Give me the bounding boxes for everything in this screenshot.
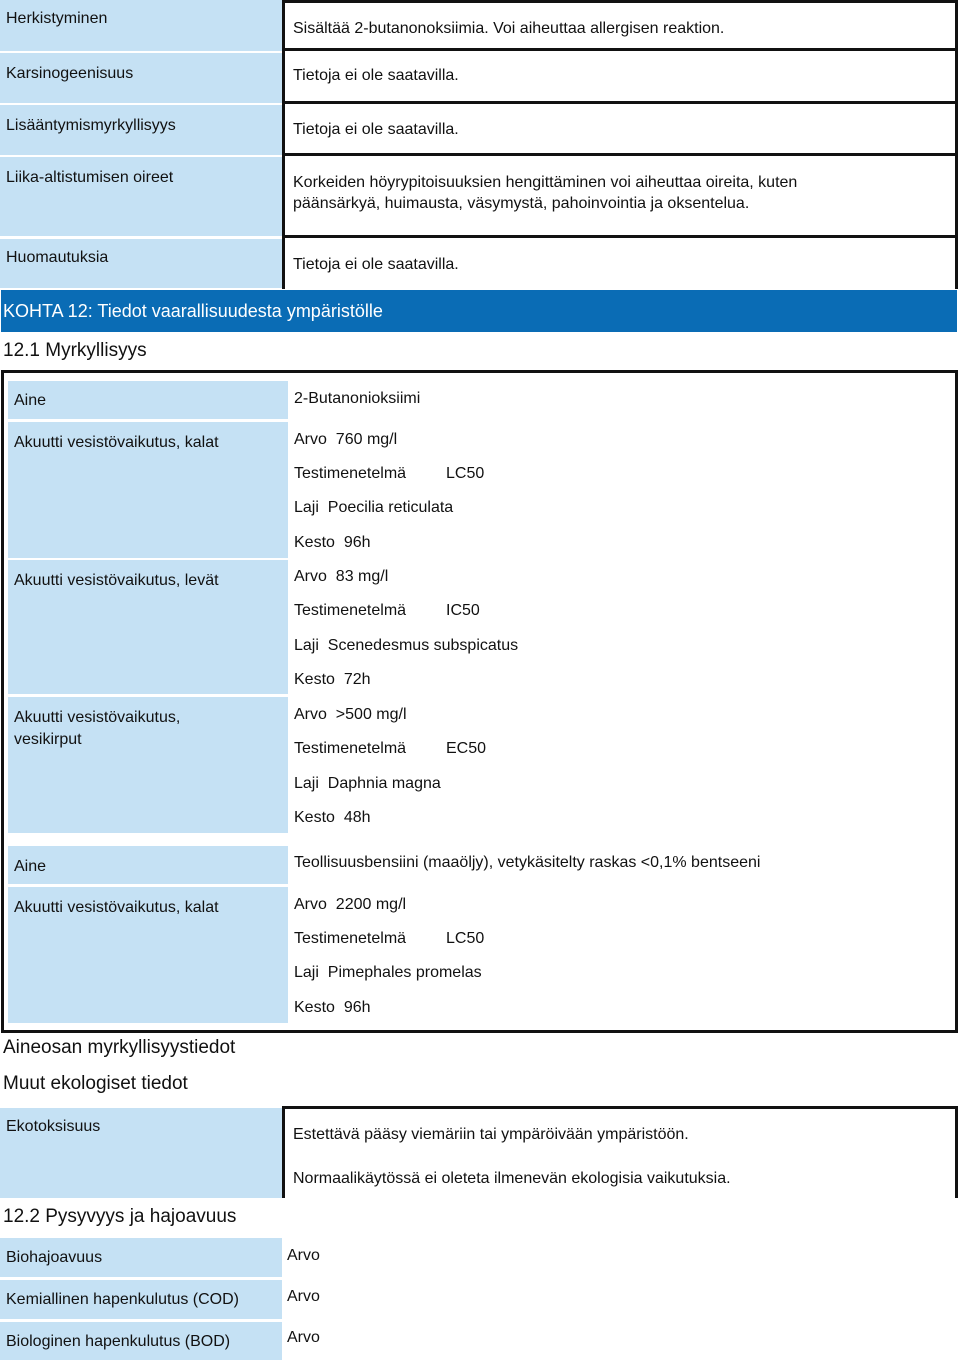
- arvo-value: >500 mg/l: [335, 706, 407, 723]
- biohajoavuus-value: Arvo: [287, 1247, 320, 1264]
- testimenetelma-key: Testimenetelmä: [294, 740, 407, 757]
- ekotoksisuus-value-box: [282, 1106, 958, 1198]
- testimenetelma-key: Testimenetelmä: [294, 602, 407, 619]
- effect-1-3-method-row: [294, 739, 486, 759]
- kesto-value: 48h: [343, 809, 371, 826]
- row-label-lisaantymismyrkyllisyys: Lisääntymismyrkyllisyys: [0, 105, 282, 155]
- row-value-liika-altistumisen-oireet: Korkeiden höyrypitoisuuksien hengittäminen voi aiheuttaa oireita, kuten päänsärkyä, huimausta, väsymystä, pahoinvointia ja oksentelua.: [293, 174, 798, 212]
- row-value-herkistyminen: Sisältää 2-butanonoksiimia. Voi aiheuttaa allergisen reaktion.: [293, 20, 725, 37]
- kesto-value: 96h: [343, 999, 371, 1016]
- effect-1-2-arvo-row: [294, 567, 388, 587]
- arvo-key: Arvo: [294, 706, 327, 723]
- laji-key: Laji: [294, 964, 319, 981]
- effect-1-3-arvo-row: [294, 705, 407, 725]
- ekotoksisuus-line-1: Estettävä pääsy viemäriin tai ympäröivään ympäristöön.: [293, 1126, 689, 1143]
- kesto-key: Kesto: [294, 999, 335, 1016]
- arvo-key: Arvo: [294, 896, 327, 913]
- subsection-12-2-heading: 12.2 Pysyvyys ja hajoavuus: [3, 1206, 237, 1227]
- laji-value: Pimephales promelas: [327, 964, 482, 981]
- row-value-liika-altistumisen-oireet-box: [282, 156, 958, 238]
- method-value: LC50: [446, 930, 485, 947]
- substance-1-name: 2-Butanonioksiimi: [294, 390, 421, 407]
- laji-value: Poecilia reticulata: [327, 499, 454, 516]
- effect-2-1-method-row: [294, 929, 484, 949]
- ekotoksisuus-label: Ekotoksisuus: [0, 1108, 282, 1198]
- laji-key: Laji: [294, 637, 319, 654]
- substance-1-aine-label: Aine: [8, 381, 288, 419]
- row-label-huomautuksia: Huomautuksia: [0, 239, 282, 288]
- arvo-key: Arvo: [294, 568, 327, 585]
- effect-1-3-kesto-row: [294, 808, 371, 828]
- effect-1-2-method-row: [294, 601, 480, 621]
- effect-2-1-laji-row: [294, 963, 482, 983]
- row-label-karsinogeenisuus: Karsinogeenisuus: [0, 53, 282, 103]
- arvo-key: Arvo: [294, 431, 327, 448]
- row-value-huomautuksia: Tietoja ei ole saatavilla.: [293, 256, 459, 273]
- row-value-lisaantymismyrkyllisyys: Tietoja ei ole saatavilla.: [293, 121, 459, 138]
- row-value-karsinogeenisuus-box: [282, 51, 958, 104]
- effect-1-2-kesto-row: [294, 670, 371, 690]
- row-label-liika-altistumisen-oireet: Liika-altistumisen oireet: [0, 157, 282, 236]
- effect-1-1-laji-row: [294, 498, 453, 518]
- cod-value: Arvo: [287, 1288, 320, 1305]
- ekotoksisuus-line-2: Normaalikäytössä ei oleteta ilmenevän ekologisia vaikutuksia.: [293, 1170, 731, 1187]
- effect-1-2-laji-row: [294, 636, 518, 656]
- effect-1-3-label: Akuutti vesistövaikutus, vesikirput: [8, 697, 288, 833]
- arvo-value: 760 mg/l: [335, 431, 398, 448]
- method-value: LC50: [446, 465, 485, 482]
- method-value: IC50: [446, 602, 480, 619]
- kesto-value: 72h: [343, 671, 371, 688]
- row-value-herkistyminen-box: [282, 0, 958, 51]
- effect-1-1-kesto-row: [294, 533, 371, 553]
- row-value-karsinogeenisuus: Tietoja ei ole saatavilla.: [293, 67, 459, 84]
- row-label-herkistyminen: Herkistyminen: [0, 0, 282, 51]
- method-value: EC50: [446, 740, 487, 757]
- substance-2-aine-label: Aine: [8, 846, 288, 884]
- arvo-value: 2200 mg/l: [335, 896, 407, 913]
- kesto-value: 96h: [343, 534, 371, 551]
- laji-key: Laji: [294, 775, 319, 792]
- cod-label: Kemiallinen hapenkulutus (COD): [0, 1280, 282, 1319]
- bod-label: Biologinen hapenkulutus (BOD): [0, 1322, 282, 1360]
- laji-value: Scenedesmus subspicatus: [327, 637, 519, 654]
- row-value-lisaantymismyrkyllisyys-box: [282, 104, 958, 156]
- effect-1-2-label: Akuutti vesistövaikutus, levät: [8, 560, 288, 694]
- muut-ekologiset-heading: Muut ekologiset tiedot: [3, 1073, 188, 1094]
- section-12-banner: KOHTA 12: Tiedot vaarallisuudesta ympäristölle: [0, 289, 958, 333]
- row-value-huomautuksia-box: [282, 238, 958, 289]
- aineosan-heading: Aineosan myrkyllisyystiedot: [3, 1037, 236, 1058]
- laji-key: Laji: [294, 499, 319, 516]
- testimenetelma-key: Testimenetelmä: [294, 930, 407, 947]
- arvo-value: 83 mg/l: [335, 568, 389, 585]
- kesto-key: Kesto: [294, 534, 335, 551]
- effect-2-1-arvo-row: [294, 895, 406, 915]
- effect-2-1-kesto-row: [294, 998, 371, 1018]
- subsection-12-1-heading: 12.1 Myrkyllisyys: [3, 340, 147, 361]
- kesto-key: Kesto: [294, 809, 335, 826]
- kesto-key: Kesto: [294, 671, 335, 688]
- effect-1-1-method-row: [294, 464, 484, 484]
- laji-value: Daphnia magna: [327, 775, 441, 792]
- testimenetelma-key: Testimenetelmä: [294, 465, 407, 482]
- effect-1-1-arvo-row: [294, 430, 397, 450]
- bod-value: Arvo: [287, 1329, 320, 1346]
- effect-1-3-laji-row: [294, 774, 441, 794]
- substance-2-name: Teollisuusbensiini (maaöljy), vetykäsitelty raskas <0,1% bentseeni: [294, 854, 761, 871]
- effect-1-1-label: Akuutti vesistövaikutus, kalat: [8, 422, 288, 558]
- biohajoavuus-label: Biohajoavuus: [0, 1238, 282, 1277]
- effect-2-1-label: Akuutti vesistövaikutus, kalat: [8, 887, 288, 1023]
